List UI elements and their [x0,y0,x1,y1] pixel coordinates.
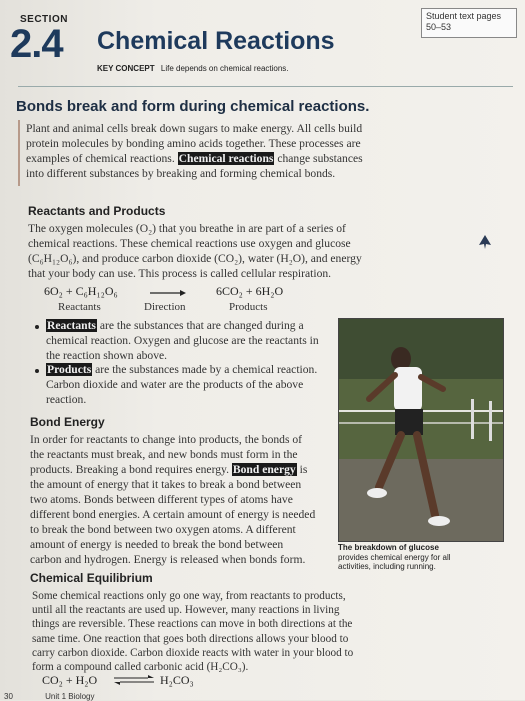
reversible-arrow-icon [114,674,154,686]
equilibrium-line: same time. One reaction that goes both directions allows your blood to [32,632,349,645]
bullet-products [46,362,336,407]
bullet-line: chemical reaction. Oxygen and glucose are the reactants in [46,334,319,347]
bullet-dot [35,369,39,373]
intro-line: protein molecules by bonding amino acids together. These processes are [26,137,361,150]
intro-paragraph [26,121,406,181]
carbonic-equation-left: CO₂ + H₂O [42,673,98,687]
bond-line: amount of energy is needed to break the bond between [30,538,284,551]
header-divider [18,86,513,87]
bullet-line [46,318,336,333]
bullet-line: the reaction shown above. [46,349,168,362]
equilibrium-paragraph [32,589,422,674]
student-text-pages-box [421,8,517,38]
bond-energy-paragraph [30,432,335,567]
intro-line: into different substances by breaking and forming chemical bonds. [26,167,336,180]
highlight-reactants: Reactants [47,319,96,332]
page-number: 30 [4,692,13,701]
label-reactants: Reactants [58,301,101,313]
reactants-products-heading: Reactants and Products [28,204,166,218]
highlight-bond-energy: Bond energy [232,463,296,476]
runner-illustration [339,319,503,541]
section-label: SECTION [20,14,68,25]
bond-line: to break the bond between two oxygen atoms. A different [30,523,296,536]
reactants-line: chemical reactions. These chemical reactions use oxygen and glucose [28,237,351,250]
reactants-line: The oxygen molecules (O₂) that you breathe in are part of a series of [28,222,346,235]
runner-photo [338,318,504,542]
reactants-line: (C₆H₁₂O₆), and produce carbon dioxide (CO₂), water (H₂O), and energy [28,252,362,265]
bullet-reactants [46,318,336,363]
key-concept-label: KEY CONCEPT [97,64,155,73]
highlight-chemical-reactions: Chemical reactions [178,152,274,165]
bullet-dot [35,325,39,329]
key-concept-text: Life depends on chemical reactions. [160,64,289,73]
bond-line: the amount of energy that it takes to break a bond between [30,478,302,491]
label-products: Products [229,301,268,313]
bullet-line-text: are the substances that are changed during a [99,319,304,332]
caption-line: The breakdown of glucose [338,543,439,552]
caption-line: activities, including running. [338,562,436,571]
equilibrium-line: Some chemical reactions only go one way, from reactants to products, [32,590,346,602]
bond-line: different bond energies. A certain amount of energy is needed [30,508,316,521]
intro-margin-bar [18,120,20,186]
label-direction: Direction [144,301,186,313]
main-heading: Bonds break and form during chemical reactions. [16,98,370,115]
intro-line-text: change substances [277,152,363,165]
respiration-equation-left: 6O₂ + C₆H₁₂O₆ [44,284,118,298]
equilibrium-line: carry carbon dioxide. Carbon dioxide reacts with water in your blood to [32,646,354,659]
bond-line: carbon and hydrogen. Energy is released when bonds form. [30,553,306,566]
section-title: Chemical Reactions [97,27,335,55]
reactants-paragraph [28,221,428,281]
bullet-line: Carbon dioxide and water are the products of the above [46,378,304,391]
equilibrium-line: form a compound called carbonic acid (H₂CO₃). [32,661,249,674]
photo-caption [338,543,510,572]
reactants-line: that your body can use. This process is called cellular respiration. [28,267,332,280]
bond-line-text: products. Breaking a bond requires energy. [30,463,229,476]
equilibrium-heading: Chemical Equilibrium [30,571,153,585]
bond-line-text: is [299,463,308,476]
carbonic-equation-right: H₂CO₃ [160,673,194,687]
equilibrium-line: until all the reactants are used up. However, many reactions in living [32,604,340,617]
bond-line: the reactants must break, and new bonds must form in the [30,448,298,461]
mouse-pointer-icon [479,235,491,249]
bond-line: In order for reactants to change into products, the bonds of [30,433,303,446]
bullet-line [46,362,336,377]
student-pages-label: Student text pages [426,11,502,21]
bullet-line: reaction. [46,393,87,406]
bond-line [30,462,335,477]
book-title: Unit 1 Biology [45,692,95,701]
respiration-equation-right: 6CO₂ + 6H₂O [216,284,284,298]
bond-energy-heading: Bond Energy [30,415,105,429]
intro-line-text: examples of chemical reactions. [26,152,175,165]
caption-line: provides chemical energy for all [338,552,451,562]
key-concept [97,64,289,73]
bullet-line-text: are the substances made by a chemical reaction. [95,363,318,376]
section-number: 2.4 [10,22,63,66]
intro-line: Plant and animal cells break down sugars to make energy. All cells build [26,122,363,135]
right-arrow-icon [150,289,186,297]
bond-line: two atoms. Bonds between different types of atoms have [30,493,293,506]
highlight-products: Products [47,363,92,376]
equilibrium-line: things are reversible. These reactions can move in both directions at the [32,618,353,631]
student-pages-range: 50–53 [426,22,452,32]
intro-line [26,151,406,166]
